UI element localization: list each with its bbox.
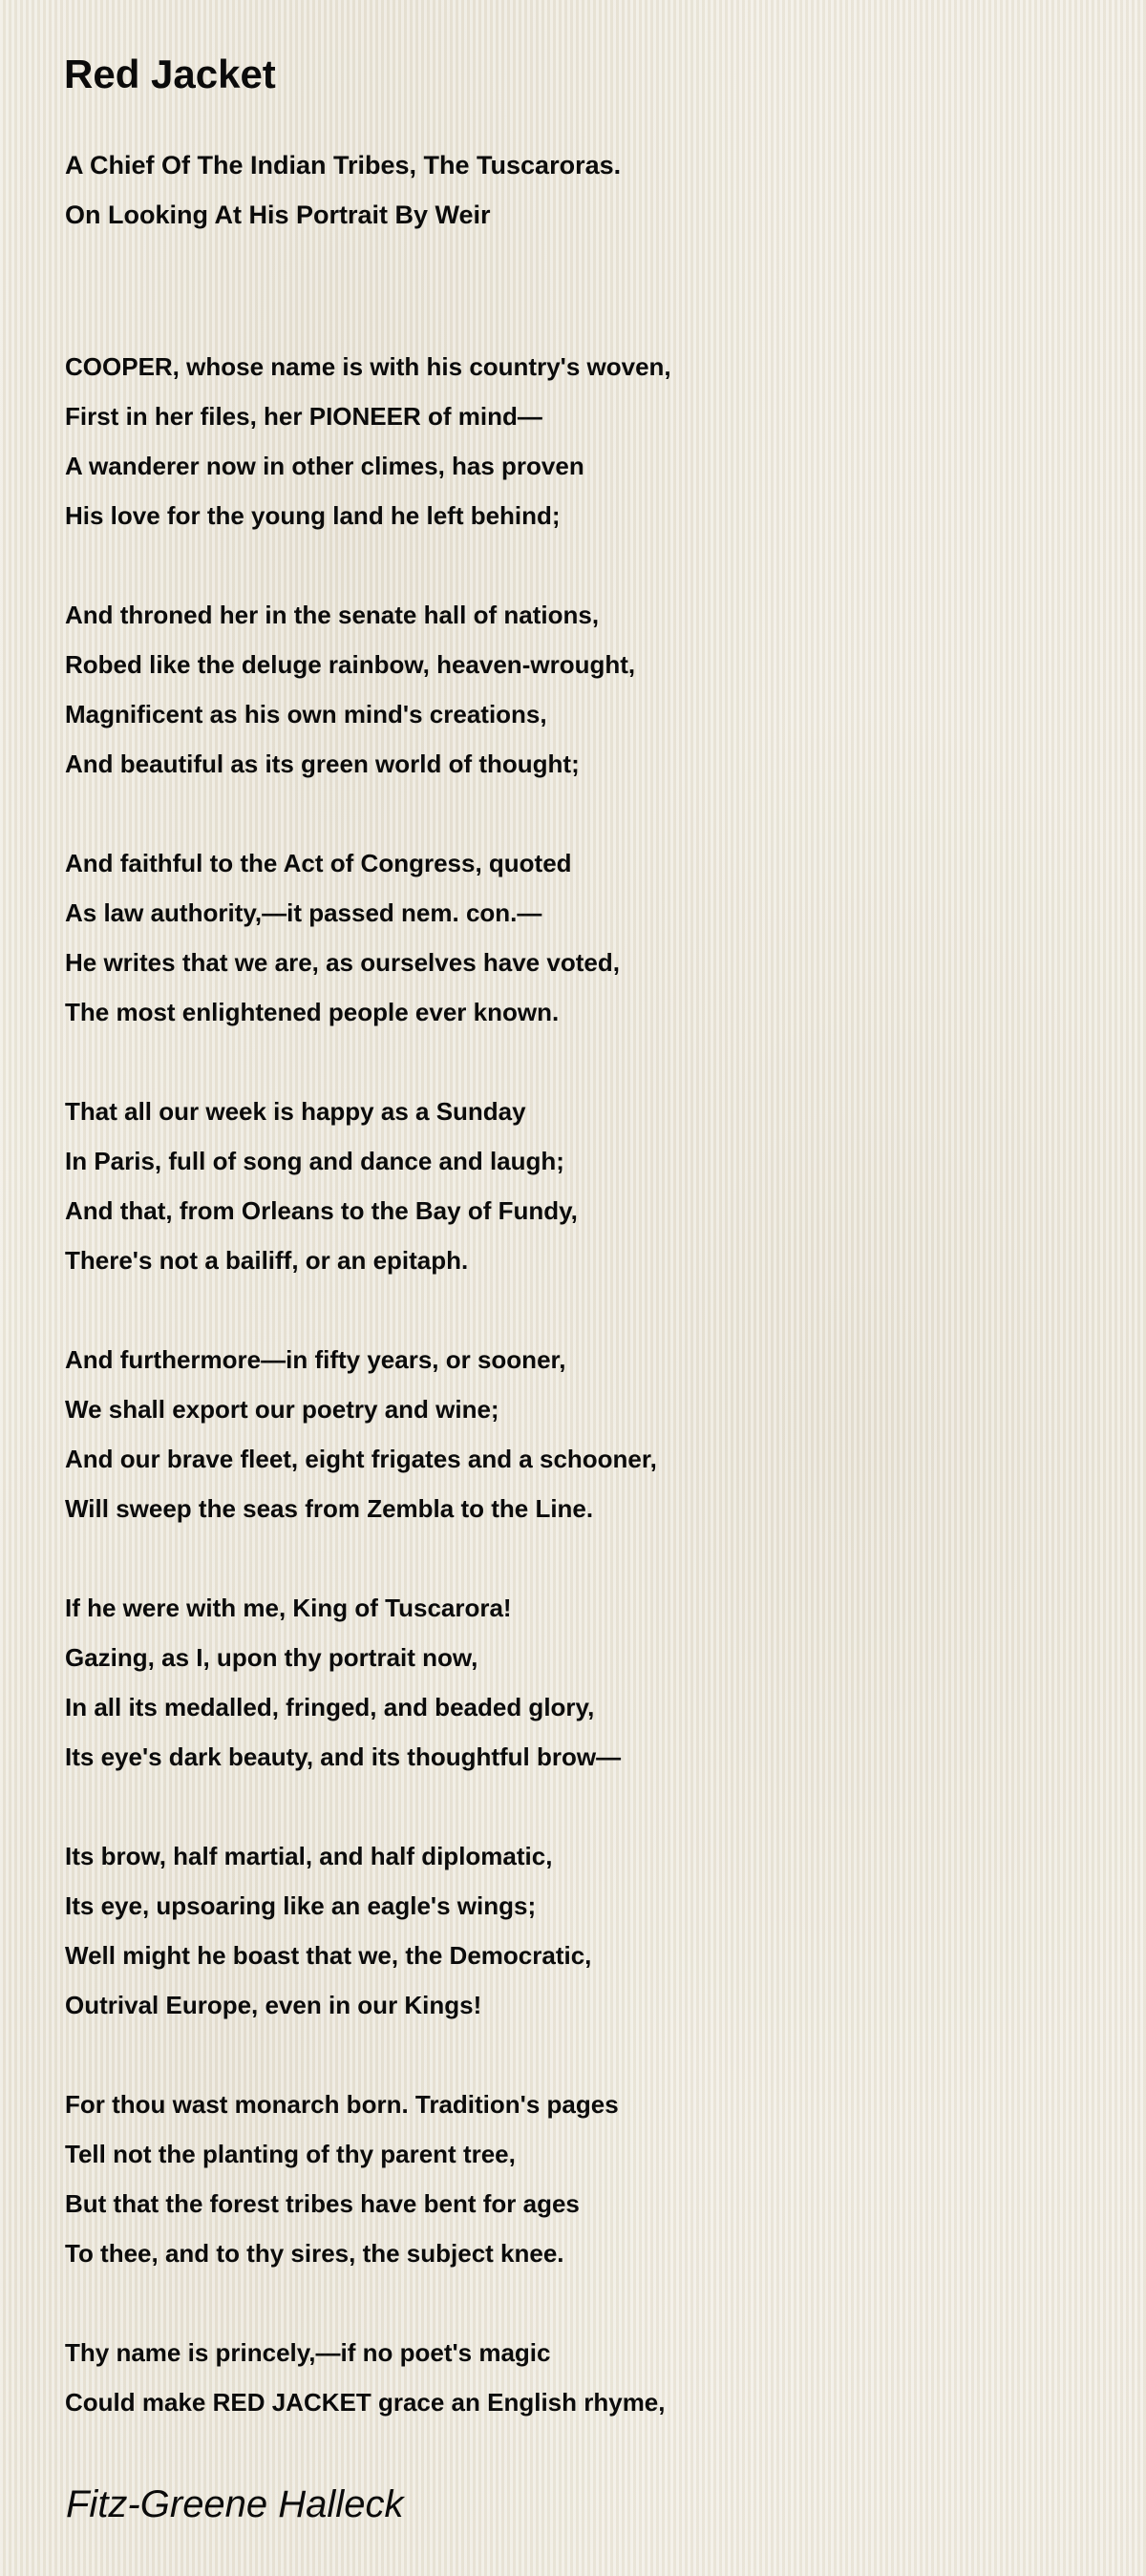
poem-author: Fitz-Greene Halleck bbox=[66, 2483, 404, 2525]
poem-line: And our brave fleet, eight frigates and a schooner, bbox=[65, 1445, 657, 1473]
poem-line: For thou wast monarch born. Tradition's pages bbox=[65, 2090, 619, 2119]
poem-line: And throned her in the senate hall of nations, bbox=[65, 601, 600, 629]
poem-line: There's not a bailiff, or an epitaph. bbox=[65, 1246, 469, 1275]
poem-subtitle bbox=[65, 140, 621, 240]
poem-line: Will sweep the seas from Zembla to the Line. bbox=[65, 1494, 594, 1523]
poem-line: A wanderer now in other climes, has proven bbox=[65, 452, 584, 480]
poem-line: And beautiful as its green world of thought; bbox=[65, 750, 580, 778]
poem-line: And faithful to the Act of Congress, quoted bbox=[65, 849, 572, 877]
poem-title: Red Jacket bbox=[64, 52, 276, 96]
poem-line: As law authority,—it passed nem. con.— bbox=[65, 898, 542, 927]
poem-line: Could make RED JACKET grace an English rhyme, bbox=[65, 2388, 666, 2417]
poem-line: In all its medalled, fringed, and beaded glory, bbox=[65, 1693, 595, 1721]
poem-line: Its brow, half martial, and half diplomatic, bbox=[65, 1842, 553, 1870]
poem-line: He writes that we are, as ourselves have voted, bbox=[65, 948, 620, 977]
poem-line: We shall export our poetry and wine; bbox=[65, 1395, 499, 1424]
stanza bbox=[65, 1583, 671, 1782]
poem-line: Well might he boast that we, the Democratic, bbox=[65, 1941, 592, 1970]
poem-line: That all our week is happy as a Sunday bbox=[65, 1097, 526, 1126]
stanza bbox=[65, 2080, 671, 2278]
poem-line: And that, from Orleans to the Bay of Fundy, bbox=[65, 1196, 578, 1225]
poem-line: His love for the young land he left behind; bbox=[65, 501, 561, 530]
subtitle-line: On Looking At His Portrait By Weir bbox=[65, 201, 491, 229]
poem-line: Its eye's dark beauty, and its thoughtful brow— bbox=[65, 1742, 622, 1771]
stanza bbox=[65, 838, 671, 1037]
poem-body bbox=[65, 342, 671, 2427]
stanza bbox=[65, 1087, 671, 1285]
subtitle-line: A Chief Of The Indian Tribes, The Tuscaroras. bbox=[65, 151, 622, 179]
stanza bbox=[65, 590, 671, 789]
poem-line: Gazing, as I, upon thy portrait now, bbox=[65, 1643, 478, 1672]
poem-line: Thy name is princely,—if no poet's magic bbox=[65, 2338, 551, 2367]
poem-line: If he were with me, King of Tuscarora! bbox=[65, 1594, 512, 1622]
poem-line: First in her files, her PIONEER of mind— bbox=[65, 402, 542, 431]
stanza bbox=[65, 2328, 671, 2427]
poem-line: Its eye, upsoaring like an eagle's wings; bbox=[65, 1891, 537, 1920]
poem-line: And furthermore—in fifty years, or sooner, bbox=[65, 1345, 566, 1374]
poem-line: Robed like the deluge rainbow, heaven-wrought, bbox=[65, 650, 636, 679]
poem-line: But that the forest tribes have bent for ages bbox=[65, 2189, 580, 2218]
poem-line: The most enlightened people ever known. bbox=[65, 998, 560, 1026]
stanza bbox=[65, 1335, 671, 1533]
poem-line: Tell not the planting of thy parent tree, bbox=[65, 2140, 516, 2168]
stanza bbox=[65, 1831, 671, 2030]
poem-line: COOPER, whose name is with his country's woven, bbox=[65, 352, 671, 381]
poem-line: Magnificent as his own mind's creations, bbox=[65, 700, 547, 728]
poem-line: To thee, and to thy sires, the subject knee. bbox=[65, 2239, 564, 2268]
poem-line: In Paris, full of song and dance and laugh; bbox=[65, 1147, 564, 1175]
poem-line: Outrival Europe, even in our Kings! bbox=[65, 1991, 482, 2019]
stanza bbox=[65, 342, 671, 540]
